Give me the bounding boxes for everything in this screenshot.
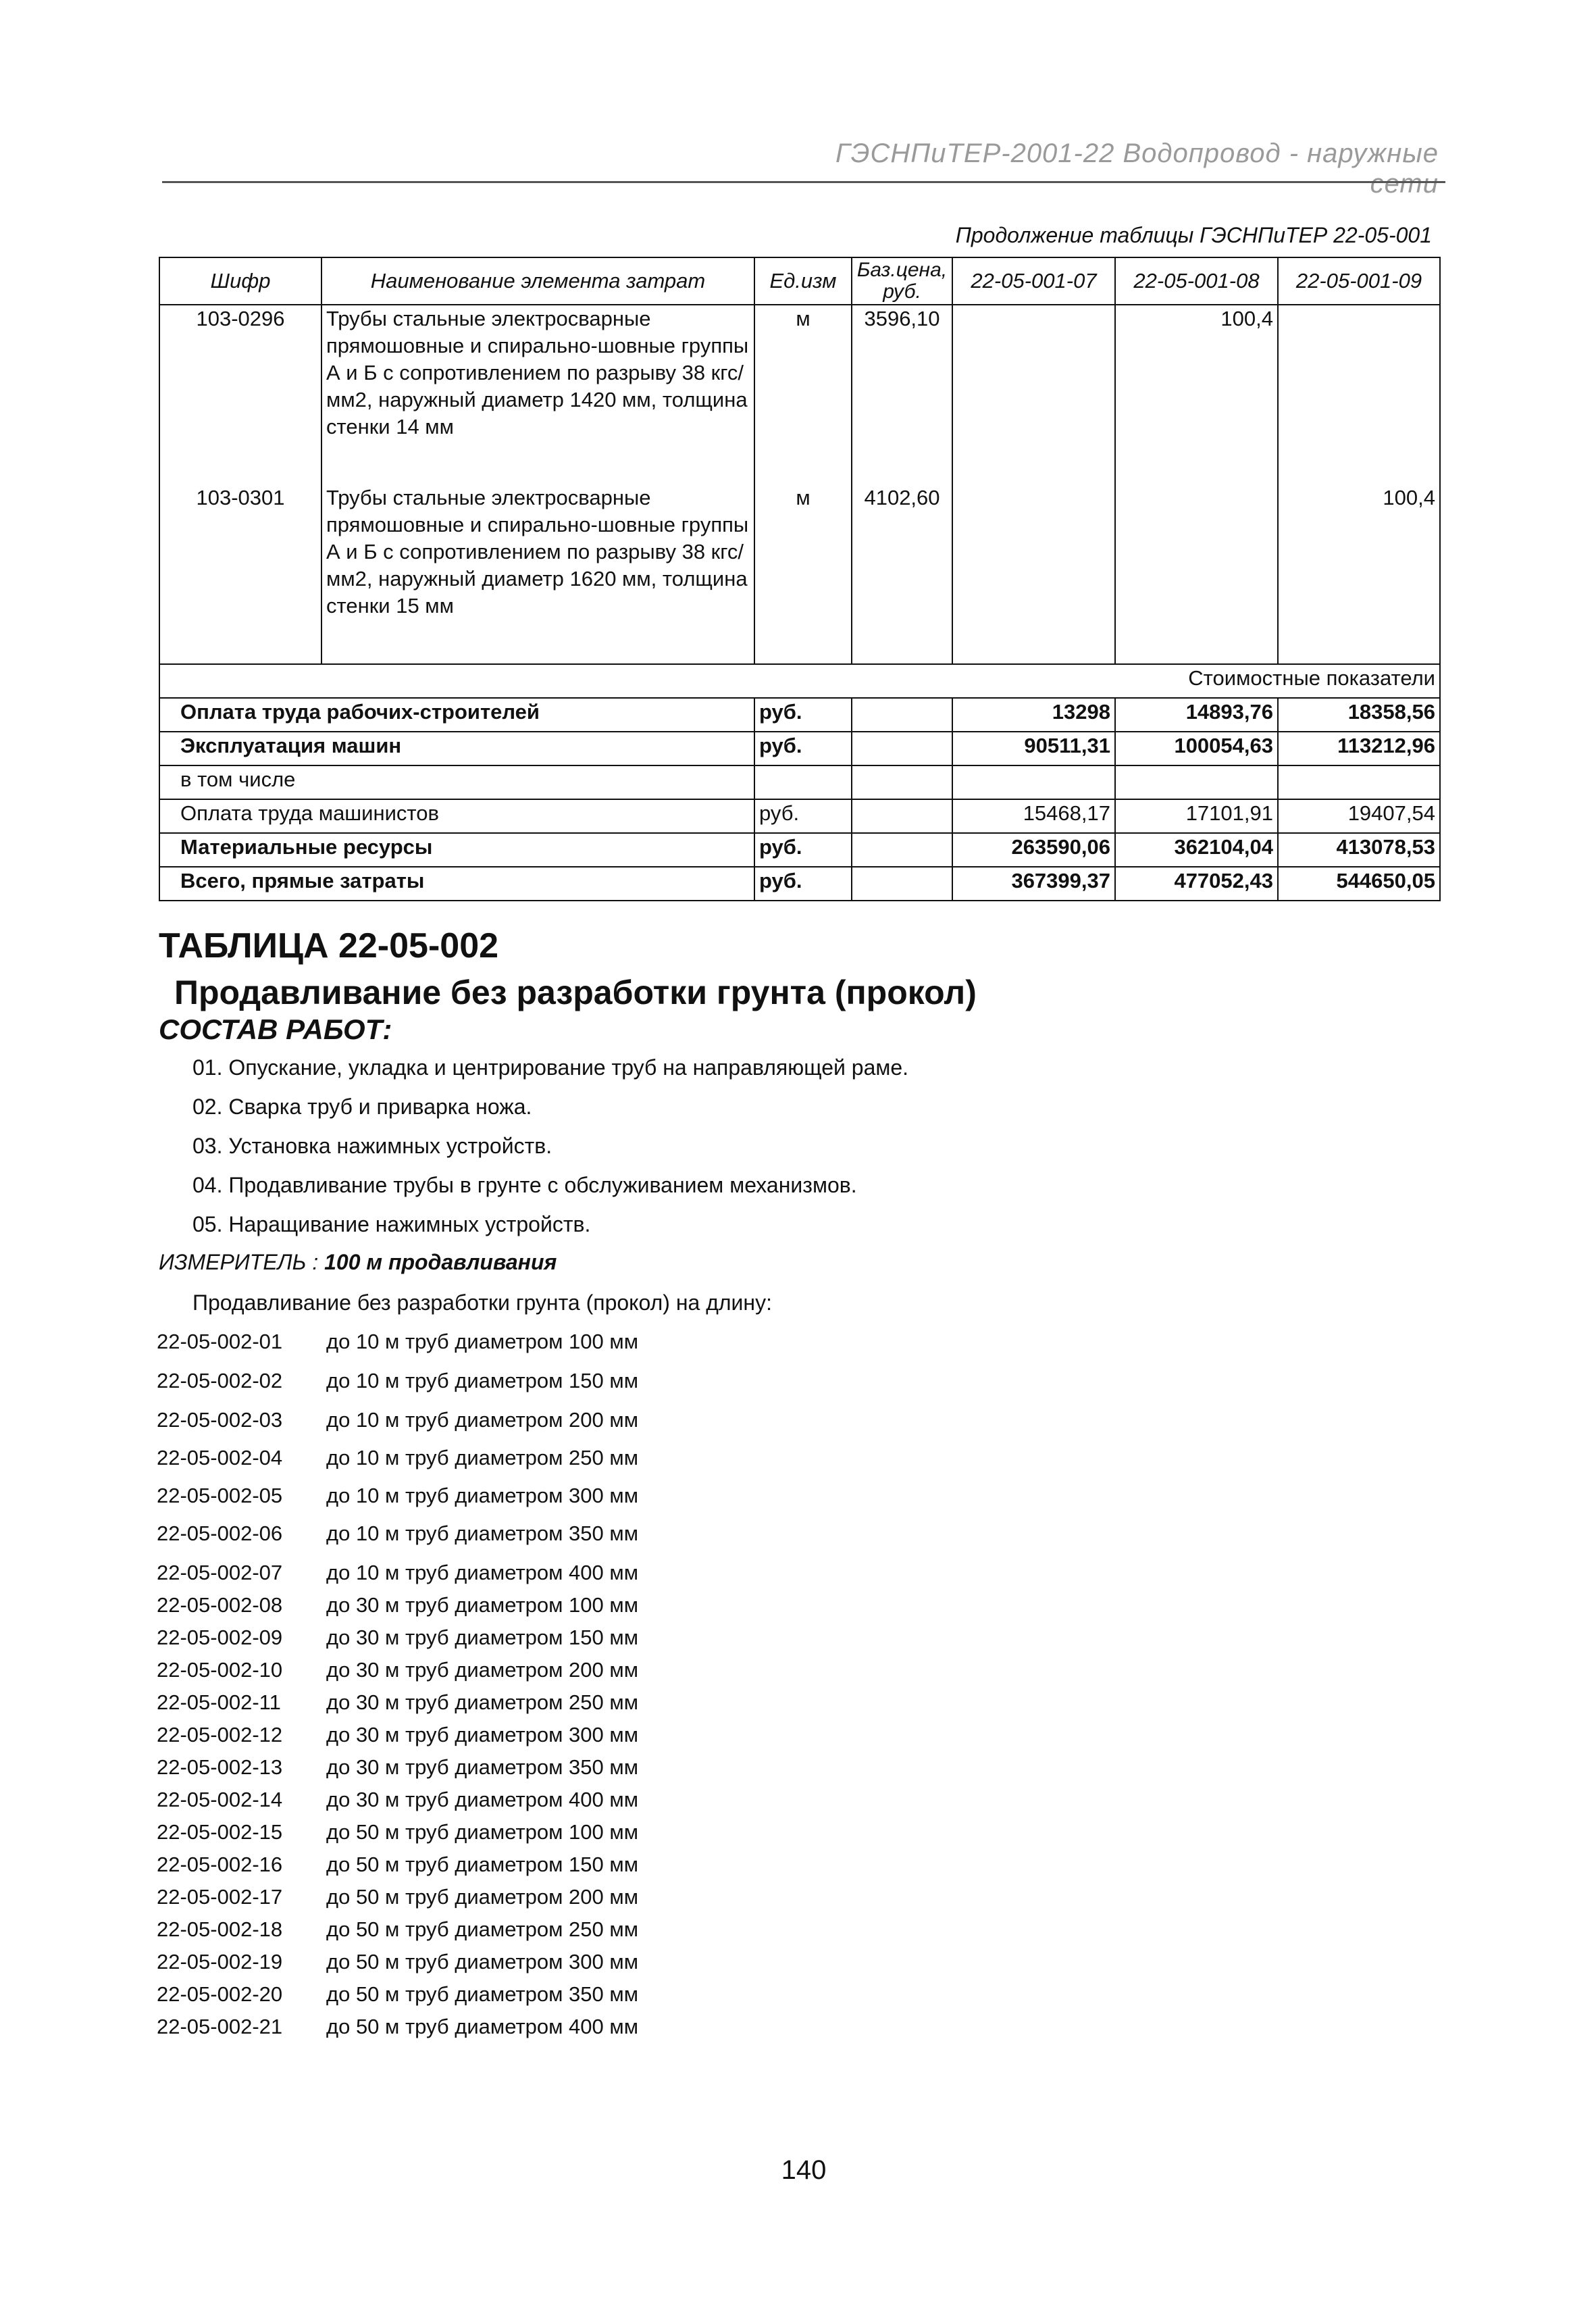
resource-table [159,257,1441,901]
cost-row [159,799,1440,833]
norm-item-description: до 50 м труб диаметром 300 мм [326,1950,639,1973]
work-composition-heading: СОСТАВ РАБОТ: [159,1013,392,1045]
norm-item-description: до 30 м труб диаметром 200 мм [326,1658,639,1682]
norm-item-code: 22-05-002-04 [157,1446,283,1469]
cost-unit: руб. [754,799,852,833]
header-col1: 22-05-001-07 [952,257,1115,305]
norm-item-description: до 50 м труб диаметром 250 мм [326,1917,639,1941]
items-intro: Продавливание без разработки грунта (прокол) на длину: [192,1290,772,1315]
cost-v2: 100054,63 [1115,732,1278,765]
row-name: Трубы стальные электросварные прямошовные и спирально-шовные группы А и Б с сопротивлением по разрыву 38 кгс/мм2, наружный диаметр 1420 мм, толщина стенки 14 мм [321,305,754,484]
header-rule [162,181,1445,183]
header-name: Наименование элемента затрат [321,257,754,305]
cost-label: Оплата труда машинистов [159,799,754,833]
norm-item-code: 22-05-002-17 [157,1885,283,1909]
norm-item-description: до 10 м труб диаметром 250 мм [326,1446,639,1469]
cost-unit: руб. [754,698,852,732]
norm-item-description: до 10 м труб диаметром 300 мм [326,1484,639,1507]
row-code: 103-0296 [159,305,321,484]
cost-row [159,765,1440,799]
cost-unit: руб. [754,867,852,901]
table-header-row [159,257,1440,305]
cost-heading: Стоимостные показатели [159,664,1440,698]
cost-label: в том числе [159,765,754,799]
norm-item-description: до 30 м труб диаметром 350 мм [326,1755,639,1779]
cost-label: Оплата труда рабочих-строителей [159,698,754,732]
row-col1 [952,305,1115,484]
cost-v1: 13298 [952,698,1115,732]
norm-item-description: до 10 м труб диаметром 200 мм [326,1408,639,1432]
row-name: Трубы стальные электросварные прямошовные и спирально-шовные группы А и Б с сопротивлением по разрыву 38 кгс/мм2, наружный диаметр 1620 мм, толщина стенки 15 мм [321,484,754,664]
running-header-title: ГЭСНПиТЕР-2001-22 Водопровод - наружные сети [835,139,1439,199]
norm-item-code: 22-05-002-01 [157,1330,283,1353]
norm-item-description: до 50 м труб диаметром 150 мм [326,1853,639,1876]
cost-v3: 113212,96 [1278,732,1440,765]
measure-label: ИЗМЕРИТЕЛЬ : [159,1250,319,1274]
row-unit: м [754,305,852,484]
header-col3: 22-05-001-09 [1278,257,1440,305]
row-price: 3596,10 [852,305,952,484]
row-code: 103-0301 [159,484,321,664]
row-col3: 100,4 [1278,484,1440,664]
cost-row [159,698,1440,732]
norm-item-code: 22-05-002-15 [157,1820,283,1844]
cost-row [159,833,1440,867]
table-row [159,305,1440,484]
measure-line [159,1250,557,1275]
cost-label: Материальные ресурсы [159,833,754,867]
cost-v1: 263590,06 [952,833,1115,867]
norm-item-description: до 30 м труб диаметром 150 мм [326,1626,639,1649]
norm-item-description: до 50 м труб диаметром 200 мм [326,1885,639,1909]
norm-item-code: 22-05-002-11 [157,1690,281,1714]
row-unit: м [754,484,852,664]
norm-item-code: 22-05-002-09 [157,1626,283,1649]
norm-item-description: до 30 м труб диаметром 300 мм [326,1723,639,1746]
cost-v1 [952,765,1115,799]
measure-value: 100 м продавливания [324,1250,557,1274]
cost-v3: 18358,56 [1278,698,1440,732]
norm-item-code: 22-05-002-18 [157,1917,283,1941]
work-item: 03. Установка нажимных устройств. [192,1134,552,1158]
cost-label: Всего, прямые затраты [159,867,754,901]
cost-v2: 362104,04 [1115,833,1278,867]
norm-item-code: 22-05-002-03 [157,1408,283,1432]
cost-row [159,867,1440,901]
norm-item-code: 22-05-002-19 [157,1950,283,1973]
header-unit: Ед.изм [754,257,852,305]
norm-item-code: 22-05-002-14 [157,1788,283,1811]
norm-item-description: до 50 м труб диаметром 350 мм [326,1982,639,2006]
cost-unit: руб. [754,833,852,867]
norm-item-description: до 10 м труб диаметром 150 мм [326,1369,639,1392]
header-price: Баз.цена, руб. [852,257,952,305]
header-code: Шифр [159,257,321,305]
cost-row [159,732,1440,765]
norm-item-description: до 30 м труб диаметром 400 мм [326,1788,639,1811]
cost-label: Эксплуатация машин [159,732,754,765]
row-col2 [1115,484,1278,664]
table-row [159,484,1440,664]
cost-v3: 19407,54 [1278,799,1440,833]
norm-item-code: 22-05-002-10 [157,1658,283,1682]
work-item: 04. Продавливание трубы в грунте с обслуживанием механизмов. [192,1173,857,1197]
norm-item-code: 22-05-002-20 [157,1982,283,2006]
norm-item-code: 22-05-002-05 [157,1484,283,1507]
cost-v2 [1115,765,1278,799]
norm-item-description: до 50 м труб диаметром 400 мм [326,2015,639,2038]
cost-v1: 367399,37 [952,867,1115,901]
cost-v1: 90511,31 [952,732,1115,765]
cost-heading-row [159,664,1440,698]
norm-item-description: до 10 м труб диаметром 350 мм [326,1521,639,1545]
table-subtitle: Продавливание без разработки грунта (прокол) [174,974,977,1011]
row-col3 [1278,305,1440,484]
cost-v3: 413078,53 [1278,833,1440,867]
norm-item-code: 22-05-002-13 [157,1755,283,1779]
row-col1 [952,484,1115,664]
norm-item-code: 22-05-002-06 [157,1521,283,1545]
cost-v3: 544650,05 [1278,867,1440,901]
cost-v2: 477052,43 [1115,867,1278,901]
work-item: 05. Наращивание нажимных устройств. [192,1212,591,1236]
norm-item-description: до 50 м труб диаметром 100 мм [326,1820,639,1844]
norm-item-code: 22-05-002-12 [157,1723,283,1746]
row-price: 4102,60 [852,484,952,664]
row-col2: 100,4 [1115,305,1278,484]
norm-item-code: 22-05-002-16 [157,1853,283,1876]
norm-item-description: до 10 м труб диаметром 100 мм [326,1330,639,1353]
work-item: 02. Сварка труб и приварка ножа. [192,1095,532,1119]
work-item: 01. Опускание, укладка и центрирование труб на направляющей раме. [192,1055,909,1080]
norm-item-description: до 30 м труб диаметром 100 мм [326,1593,639,1617]
header-col2: 22-05-001-08 [1115,257,1278,305]
page-number: 140 [781,2155,827,2185]
norm-item-code: 22-05-002-21 [157,2015,283,2038]
table-continuation-caption: Продолжение таблицы ГЭСНПиТЕР 22-05-001 [955,223,1432,247]
cost-v2: 17101,91 [1115,799,1278,833]
cost-unit [754,765,852,799]
norm-item-description: до 30 м труб диаметром 250 мм [326,1690,639,1714]
cost-v3 [1278,765,1440,799]
cost-v2: 14893,76 [1115,698,1278,732]
norm-item-code: 22-05-002-07 [157,1561,283,1584]
norm-item-code: 22-05-002-08 [157,1593,283,1617]
cost-v1: 15468,17 [952,799,1115,833]
norm-item-description: до 10 м труб диаметром 400 мм [326,1561,639,1584]
cost-unit: руб. [754,732,852,765]
table-title: ТАБЛИЦА 22-05-002 [159,926,499,965]
norm-item-code: 22-05-002-02 [157,1369,283,1392]
